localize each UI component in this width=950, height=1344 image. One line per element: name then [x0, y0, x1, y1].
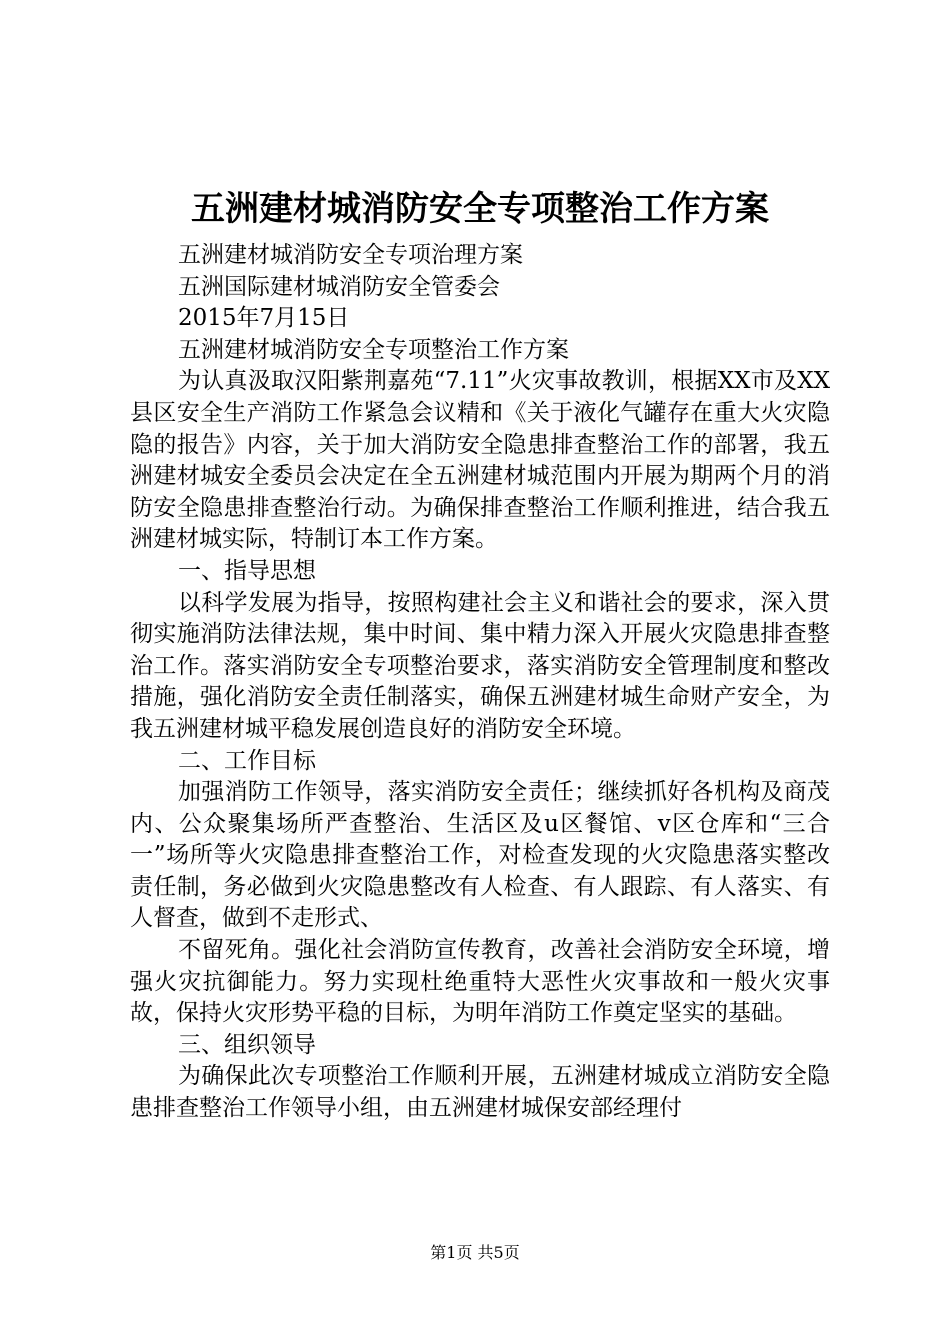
paragraph-guiding-thought: 以科学发展为指导，按照构建社会主义和谐社会的要求，深入贯彻实施消防法律法规，集中时间、集中精力深入开展火灾隐患排查整治工作。落实消防安全专项整治要求，落实消防安全管理制度和整改措施，强化消防安全责任制落实，确保五洲建材城生命财产安全，为我五洲建材城平稳发展创造良好的消防安全环境。: [130, 589, 830, 742]
section-heading: 二、工作目标: [178, 747, 316, 774]
subtitle-line: 五洲建材城消防安全专项治理方案: [178, 242, 523, 268]
paragraph-intro: 为认真汲取汉阳紫荆嘉苑“7.11”火灾事故教训，根据XX市及XX县区安全生产消防工作紧急会议精和《关于液化气罐存在重大火灾隐隐的报告》内容，关于加大消防安全隐患排查整治工作的部署，我五洲建材城安全委员会决定在全五洲建材城范围内开展为期两个月的消防安全隐患排查整治行动。为确保排查整治工作顺利推进，结合我五洲建材城实际，特制订本工作方案。: [130, 368, 830, 553]
subtitle-line: 五洲建材城消防安全专项整治工作方案: [178, 336, 569, 363]
document-page: [130, 180, 830, 1125]
paragraph-organization: 为确保此次专项整治工作顺利开展，五洲建材城成立消防安全隐患排查整治工作领导小组，由五洲建材城保安部经理付: [130, 1063, 830, 1122]
document-title: 五洲建材城消防安全专项整治工作方案: [191, 189, 769, 229]
section-heading: 一、指导思想: [178, 557, 316, 584]
date-line: 2015年7月15日: [178, 305, 350, 332]
page-footer: 第1页 共5页: [430, 1243, 520, 1262]
paragraph-work-goals: 加强消防工作领导，落实消防安全责任；继续抓好各机构及商茂内、公众聚集场所严查整治、生活区及u区餐馆、v区仓库和“三合一”场所等火灾隐患排查整治工作，对检查发现的火灾隐患落实整改责任制，务必做到火灾隐患整改有人检查、有人跟踪、有人落实、有人督查，做到不走形式、: [130, 779, 830, 932]
section-heading: 三、组织领导: [178, 1031, 316, 1058]
paragraph-work-goals-continued: 不留死角。强化社会消防宣传教育，改善社会消防安全环境，增强火灾抗御能力。努力实现杜绝重特大恶性火灾事故和一般火灾事故，保持火灾形势平稳的目标，为明年消防工作奠定坚实的基础。: [130, 937, 830, 1027]
subtitle-line: 五洲国际建材城消防安全管委会: [178, 273, 500, 300]
